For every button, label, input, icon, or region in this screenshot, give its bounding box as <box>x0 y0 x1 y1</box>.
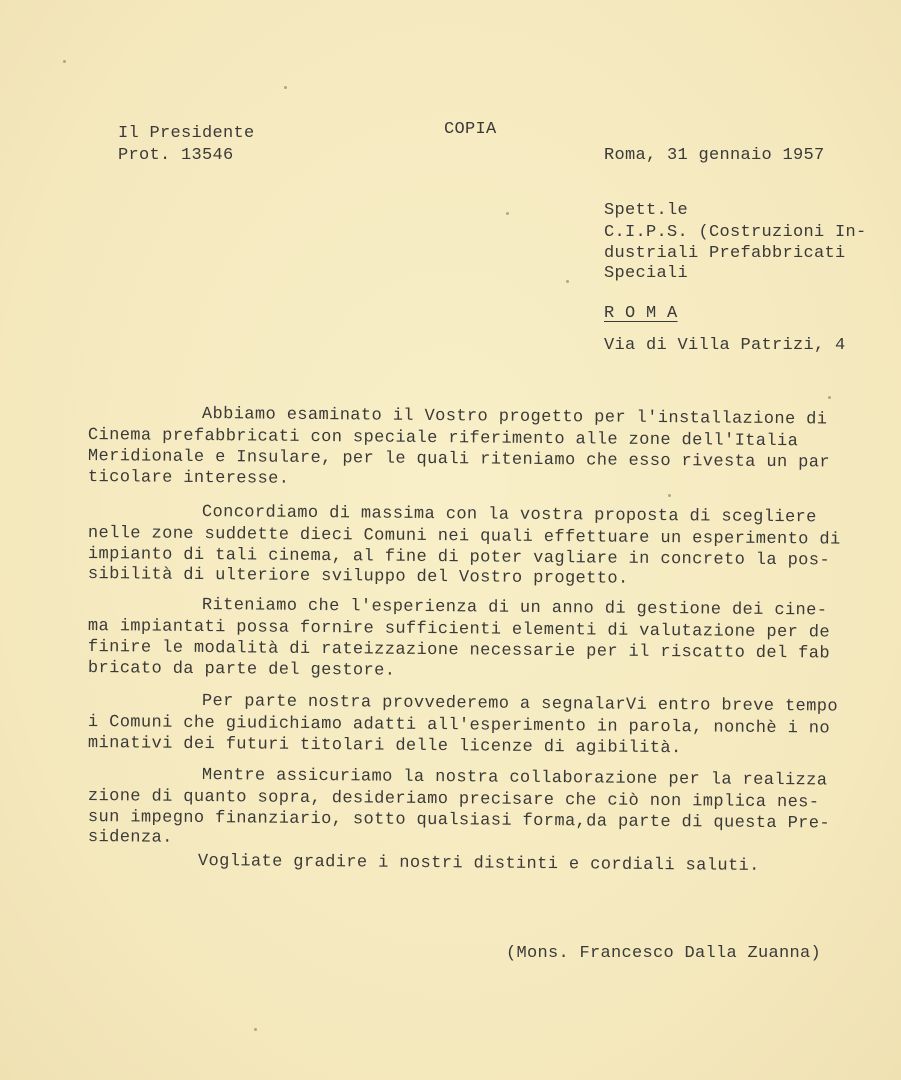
recipient-name-line: C.I.P.S. (Costruzioni In- <box>604 223 867 242</box>
recipient-salutation: Spett.le <box>604 201 689 220</box>
paper-speck <box>63 60 66 63</box>
body-line: sibilità di ulteriore sviluppo del Vostro progetto. <box>87 565 629 589</box>
body-line: Abbiamo esaminato il Vostro progetto per l'installazione di <box>201 405 828 430</box>
body-line: Mentre assicuriamo la nostra collaborazione per la realizza <box>201 766 828 791</box>
body-line: ma impiantati possa fornire sufficienti elementi di valutazione per de <box>87 617 831 643</box>
paper-speck <box>284 86 287 89</box>
body-line: Cinema prefabbricati con speciale riferimento alle zone dell'Italia <box>87 426 799 452</box>
place-date: Roma, 31 gennaio 1957 <box>604 146 825 165</box>
body-line: finire le modalità di rateizzazione necessarie per il riscatto del fab <box>87 638 831 664</box>
recipient-name-line: Speciali <box>604 264 689 283</box>
body-line: minativi dei futuri titolari delle licenze di agibilità. <box>87 734 682 759</box>
body-line: Per parte nostra provvederemo a segnalarVi entro breve tempo <box>201 692 839 717</box>
body-line: bricato da parte del gestore. <box>87 659 396 681</box>
body-line: zione di quanto sopra, desideriamo precisare che ciò non implica nes- <box>87 787 820 813</box>
body-line: Meridionale e Insulare, per le quali riteniamo che esso rivesta un par <box>87 447 831 473</box>
signature: (Mons. Francesco Dalla Zuanna) <box>506 944 822 963</box>
paper-speck <box>506 212 509 215</box>
paper-speck <box>828 396 831 399</box>
paper-speck <box>668 494 671 497</box>
closing-line: Vogliate gradire i nostri distinti e cordiali saluti. <box>197 852 760 876</box>
recipient-name-line: dustriali Prefabbricati <box>604 244 846 263</box>
paper-speck <box>254 1028 257 1031</box>
body-line: Riteniamo che l'esperienza di un anno di gestione dei cine- <box>201 596 828 621</box>
copy-mark: COPIA <box>444 120 497 139</box>
sender-title: Il Presidente <box>118 124 255 143</box>
paper-speck <box>566 280 569 283</box>
body-line: ticolare interesse. <box>87 468 290 489</box>
body-line: nelle zone suddette dieci Comuni nei quali effettuare un esperimento di <box>87 524 841 550</box>
body-line: Concordiamo di massima con la vostra proposta di scegliere <box>201 503 817 528</box>
recipient-address: Via di Villa Patrizi, 4 <box>604 336 846 355</box>
body-line: sun impegno finanziario, sotto qualsiasi forma,da parte di questa Pre- <box>87 808 831 834</box>
protocol-number: Prot. 13546 <box>118 146 234 165</box>
body-line: impianto di tali cinema, al fine di poter vagliare in concreto la pos- <box>87 545 831 571</box>
body-line: sidenza. <box>87 828 173 848</box>
body-line: i Comuni che giudichiamo adatti all'esperimento in parola, nonchè i no <box>87 713 831 739</box>
recipient-city: R O M A <box>604 304 678 323</box>
